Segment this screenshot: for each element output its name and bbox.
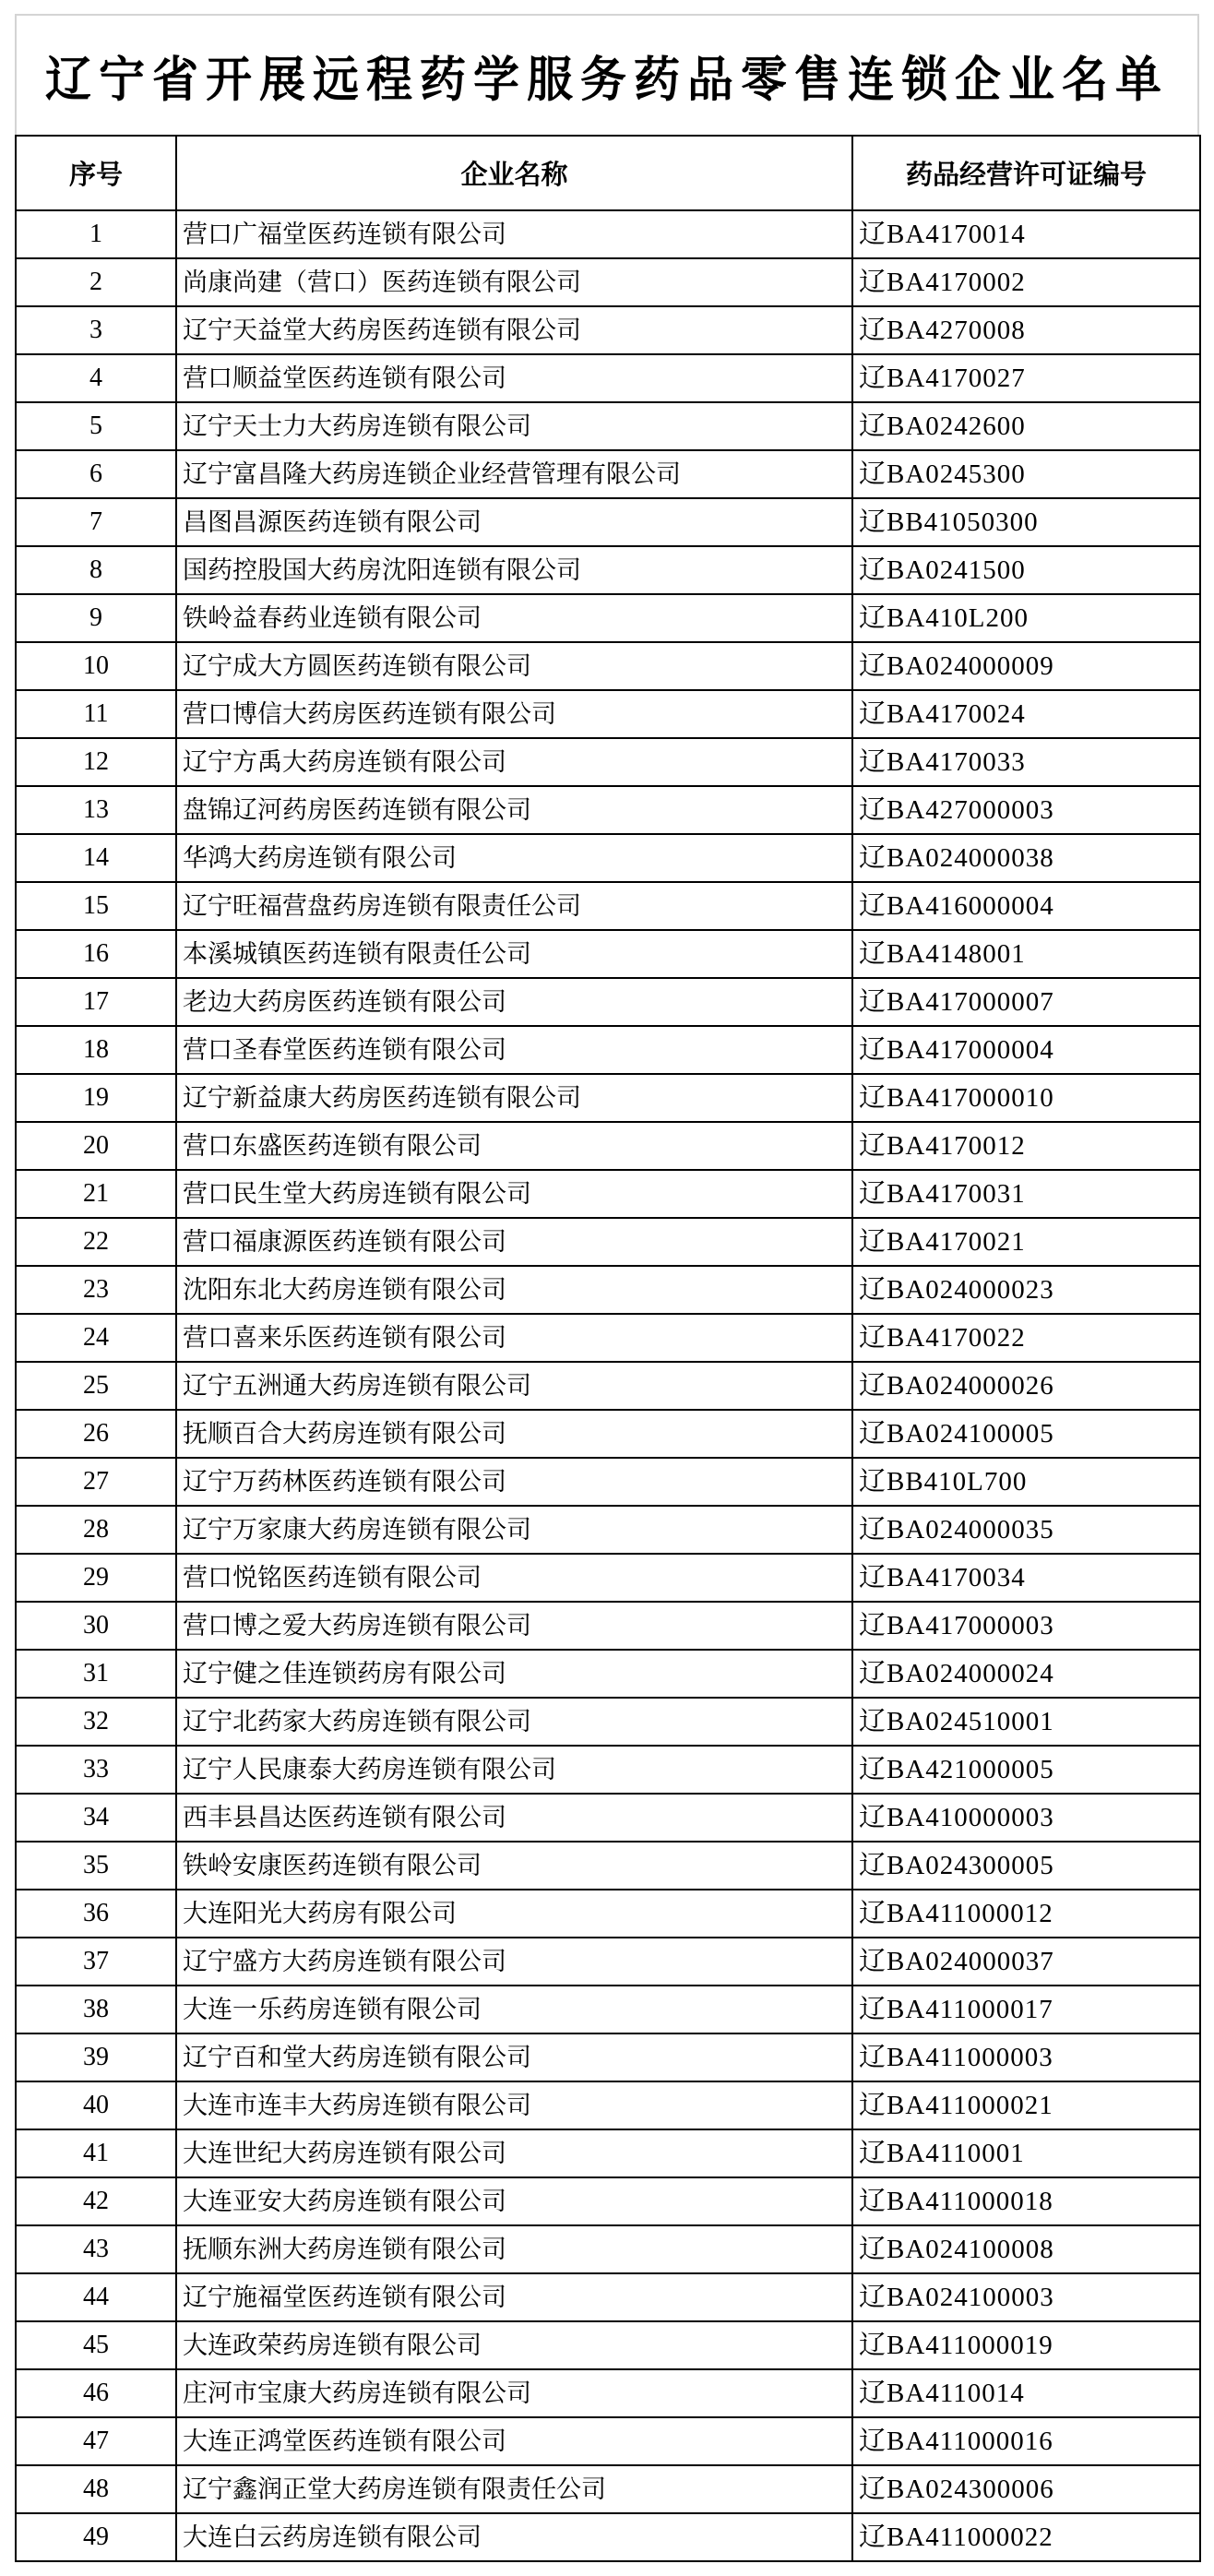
table-row (16, 2273, 1200, 2321)
column-header-index: 序号 (16, 136, 176, 210)
company-name: 辽宁五洲通大药房连锁有限公司 (176, 1362, 852, 1410)
table-row (16, 978, 1200, 1026)
table-row (16, 2033, 1200, 2081)
table-row (16, 498, 1200, 546)
row-index: 27 (16, 1458, 176, 1506)
row-index: 38 (16, 1986, 176, 2033)
license-number: 辽BA024100008 (852, 2225, 1200, 2273)
license-number: 辽BA4170024 (852, 690, 1200, 738)
row-index: 9 (16, 594, 176, 642)
row-index: 47 (16, 2417, 176, 2465)
row-index: 20 (16, 1122, 176, 1170)
license-number: 辽BA0241500 (852, 546, 1200, 594)
license-number: 辽BA4170031 (852, 1170, 1200, 1218)
row-index: 23 (16, 1266, 176, 1314)
company-name: 辽宁成大方圆医药连锁有限公司 (176, 642, 852, 690)
row-index: 10 (16, 642, 176, 690)
company-name: 大连市连丰大药房连锁有限公司 (176, 2081, 852, 2129)
table-row (16, 738, 1200, 786)
company-name: 营口福康源医药连锁有限公司 (176, 1218, 852, 1266)
row-index: 34 (16, 1794, 176, 1842)
table-row (16, 834, 1200, 882)
company-name: 辽宁新益康大药房医药连锁有限公司 (176, 1074, 852, 1122)
company-name: 大连白云药房连锁有限公司 (176, 2513, 852, 2561)
license-number: 辽BA024000009 (852, 642, 1200, 690)
company-name: 辽宁百和堂大药房连锁有限公司 (176, 2033, 852, 2081)
row-index: 6 (16, 450, 176, 498)
license-number: 辽BA410000003 (852, 1794, 1200, 1842)
license-number: 辽BA0242600 (852, 402, 1200, 450)
table-row (16, 1698, 1200, 1746)
company-name: 抚顺百合大药房连锁有限公司 (176, 1410, 852, 1458)
company-name: 辽宁北药家大药房连锁有限公司 (176, 1698, 852, 1746)
company-name: 大连世纪大药房连锁有限公司 (176, 2129, 852, 2177)
table-row (16, 1314, 1200, 1362)
company-name: 辽宁方禹大药房连锁有限公司 (176, 738, 852, 786)
company-name: 本溪城镇医药连锁有限责任公司 (176, 930, 852, 978)
table-row (16, 2417, 1200, 2465)
company-name: 辽宁旺福营盘药房连锁有限责任公司 (176, 882, 852, 930)
table-row (16, 354, 1200, 402)
row-index: 15 (16, 882, 176, 930)
company-name: 国药控股国大药房沈阳连锁有限公司 (176, 546, 852, 594)
row-index: 19 (16, 1074, 176, 1122)
table-row (16, 1218, 1200, 1266)
company-name: 辽宁健之佳连锁药房有限公司 (176, 1650, 852, 1698)
company-name: 辽宁鑫润正堂大药房连锁有限责任公司 (176, 2465, 852, 2513)
license-number: 辽BA4170002 (852, 258, 1200, 306)
page-title: 辽宁省开展远程药学服务药品零售连锁企业名单 (45, 50, 1169, 108)
company-name: 营口广福堂医药连锁有限公司 (176, 210, 852, 258)
row-index: 44 (16, 2273, 176, 2321)
row-index: 7 (16, 498, 176, 546)
table-row (16, 2225, 1200, 2273)
enterprise-table (15, 135, 1201, 2562)
table-row (16, 1602, 1200, 1650)
company-name: 老边大药房医药连锁有限公司 (176, 978, 852, 1026)
license-number: 辽BA024510001 (852, 1698, 1200, 1746)
license-number: 辽BA4170027 (852, 354, 1200, 402)
company-name: 大连一乐药房连锁有限公司 (176, 1986, 852, 2033)
row-index: 5 (16, 402, 176, 450)
row-index: 17 (16, 978, 176, 1026)
table-row (16, 1986, 1200, 2033)
table-row (16, 2513, 1200, 2561)
table-row (16, 1074, 1200, 1122)
company-name: 营口悦铭医药连锁有限公司 (176, 1554, 852, 1602)
table-row (16, 258, 1200, 306)
company-name: 昌图昌源医药连锁有限公司 (176, 498, 852, 546)
license-number: 辽BA024100003 (852, 2273, 1200, 2321)
license-number: 辽BA411000017 (852, 1986, 1200, 2033)
row-index: 35 (16, 1842, 176, 1890)
company-name: 营口顺益堂医药连锁有限公司 (176, 354, 852, 402)
table-row (16, 2369, 1200, 2417)
license-number: 辽BA024000035 (852, 1506, 1200, 1554)
row-index: 31 (16, 1650, 176, 1698)
license-number: 辽BA024100005 (852, 1410, 1200, 1458)
license-number: 辽BA416000004 (852, 882, 1200, 930)
row-index: 46 (16, 2369, 176, 2417)
table-row (16, 1362, 1200, 1410)
row-index: 29 (16, 1554, 176, 1602)
table-row (16, 1842, 1200, 1890)
table-row (16, 1410, 1200, 1458)
company-name: 辽宁万家康大药房连锁有限公司 (176, 1506, 852, 1554)
license-number: 辽BA411000022 (852, 2513, 1200, 2561)
company-name: 盘锦辽河药房医药连锁有限公司 (176, 786, 852, 834)
license-number: 辽BA024000037 (852, 1938, 1200, 1986)
license-number: 辽BA421000005 (852, 1746, 1200, 1794)
company-name: 大连政荣药房连锁有限公司 (176, 2321, 852, 2369)
license-number: 辽BA417000003 (852, 1602, 1200, 1650)
company-name: 辽宁盛方大药房连锁有限公司 (176, 1938, 852, 1986)
company-name: 辽宁施福堂医药连锁有限公司 (176, 2273, 852, 2321)
table-row (16, 1122, 1200, 1170)
table-row (16, 2177, 1200, 2225)
license-number: 辽BA4170034 (852, 1554, 1200, 1602)
company-name: 铁岭安康医药连锁有限公司 (176, 1842, 852, 1890)
row-index: 25 (16, 1362, 176, 1410)
table-row (16, 2081, 1200, 2129)
table-row (16, 642, 1200, 690)
license-number: 辽BA024000024 (852, 1650, 1200, 1698)
company-name: 营口圣春堂医药连锁有限公司 (176, 1026, 852, 1074)
row-index: 16 (16, 930, 176, 978)
table-row (16, 450, 1200, 498)
company-name: 营口东盛医药连锁有限公司 (176, 1122, 852, 1170)
table-row (16, 1890, 1200, 1938)
company-name: 西丰县昌达医药连锁有限公司 (176, 1794, 852, 1842)
row-index: 1 (16, 210, 176, 258)
license-number: 辽BA410L200 (852, 594, 1200, 642)
license-number: 辽BA4170012 (852, 1122, 1200, 1170)
table-row (16, 594, 1200, 642)
row-index: 49 (16, 2513, 176, 2561)
row-index: 45 (16, 2321, 176, 2369)
row-index: 39 (16, 2033, 176, 2081)
row-index: 42 (16, 2177, 176, 2225)
license-number: 辽BA417000007 (852, 978, 1200, 1026)
license-number: 辽BA411000018 (852, 2177, 1200, 2225)
title-area (15, 14, 1199, 135)
license-number: 辽BA024000026 (852, 1362, 1200, 1410)
company-name: 庄河市宝康大药房连锁有限公司 (176, 2369, 852, 2417)
row-index: 28 (16, 1506, 176, 1554)
row-index: 32 (16, 1698, 176, 1746)
table-row (16, 1794, 1200, 1842)
row-index: 41 (16, 2129, 176, 2177)
license-number: 辽BA417000010 (852, 1074, 1200, 1122)
table-body (16, 210, 1200, 2561)
column-header-license: 药品经营许可证编号 (852, 136, 1200, 210)
company-name: 铁岭益春药业连锁有限公司 (176, 594, 852, 642)
row-index: 14 (16, 834, 176, 882)
company-name: 抚顺东洲大药房连锁有限公司 (176, 2225, 852, 2273)
company-name: 辽宁富昌隆大药房连锁企业经营管理有限公司 (176, 450, 852, 498)
table-row (16, 1266, 1200, 1314)
table-header-row (16, 136, 1200, 210)
license-number: 辽BA411000016 (852, 2417, 1200, 2465)
row-index: 22 (16, 1218, 176, 1266)
column-header-name: 企业名称 (176, 136, 852, 210)
row-index: 30 (16, 1602, 176, 1650)
table-row (16, 1746, 1200, 1794)
row-index: 3 (16, 306, 176, 354)
table-row (16, 882, 1200, 930)
row-index: 11 (16, 690, 176, 738)
table-row (16, 1506, 1200, 1554)
table-row (16, 306, 1200, 354)
license-number: 辽BA411000021 (852, 2081, 1200, 2129)
company-name: 辽宁天士力大药房连锁有限公司 (176, 402, 852, 450)
table-row (16, 1458, 1200, 1506)
company-name: 辽宁万药林医药连锁有限公司 (176, 1458, 852, 1506)
license-number: 辽BB410L700 (852, 1458, 1200, 1506)
table-row (16, 786, 1200, 834)
document-sheet (15, 14, 1199, 2562)
company-name: 营口民生堂大药房连锁有限公司 (176, 1170, 852, 1218)
table-row (16, 1026, 1200, 1074)
license-number: 辽BA4170021 (852, 1218, 1200, 1266)
row-index: 12 (16, 738, 176, 786)
company-name: 营口喜来乐医药连锁有限公司 (176, 1314, 852, 1362)
license-number: 辽BA0245300 (852, 450, 1200, 498)
row-index: 40 (16, 2081, 176, 2129)
row-index: 4 (16, 354, 176, 402)
license-number: 辽BA411000019 (852, 2321, 1200, 2369)
table-row (16, 402, 1200, 450)
company-name: 沈阳东北大药房连锁有限公司 (176, 1266, 852, 1314)
row-index: 18 (16, 1026, 176, 1074)
table-row (16, 1554, 1200, 1602)
license-number: 辽BA4148001 (852, 930, 1200, 978)
table-row (16, 1170, 1200, 1218)
row-index: 2 (16, 258, 176, 306)
table-row (16, 210, 1200, 258)
table-row (16, 1650, 1200, 1698)
company-name: 营口博之爱大药房连锁有限公司 (176, 1602, 852, 1650)
license-number: 辽BA4170022 (852, 1314, 1200, 1362)
company-name: 华鸿大药房连锁有限公司 (176, 834, 852, 882)
table-row (16, 546, 1200, 594)
license-number: 辽BA4110001 (852, 2129, 1200, 2177)
company-name: 大连亚安大药房连锁有限公司 (176, 2177, 852, 2225)
company-name: 营口博信大药房医药连锁有限公司 (176, 690, 852, 738)
row-index: 26 (16, 1410, 176, 1458)
company-name: 辽宁人民康泰大药房连锁有限公司 (176, 1746, 852, 1794)
row-index: 48 (16, 2465, 176, 2513)
table-row (16, 1938, 1200, 1986)
row-index: 24 (16, 1314, 176, 1362)
row-index: 21 (16, 1170, 176, 1218)
license-number: 辽BA024300005 (852, 1842, 1200, 1890)
company-name: 辽宁天益堂大药房医药连锁有限公司 (176, 306, 852, 354)
table-row (16, 690, 1200, 738)
license-number: 辽BA411000012 (852, 1890, 1200, 1938)
license-number: 辽BA411000003 (852, 2033, 1200, 2081)
license-number: 辽BA4110014 (852, 2369, 1200, 2417)
row-index: 37 (16, 1938, 176, 1986)
table-row (16, 930, 1200, 978)
license-number: 辽BB41050300 (852, 498, 1200, 546)
table-row (16, 2129, 1200, 2177)
license-number: 辽BA024300006 (852, 2465, 1200, 2513)
row-index: 33 (16, 1746, 176, 1794)
company-name: 尚康尚建（营口）医药连锁有限公司 (176, 258, 852, 306)
table-row (16, 2321, 1200, 2369)
license-number: 辽BA024000023 (852, 1266, 1200, 1314)
company-name: 大连阳光大药房有限公司 (176, 1890, 852, 1938)
license-number: 辽BA4270008 (852, 306, 1200, 354)
row-index: 36 (16, 1890, 176, 1938)
license-number: 辽BA4170033 (852, 738, 1200, 786)
company-name: 大连正鸿堂医药连锁有限公司 (176, 2417, 852, 2465)
row-index: 43 (16, 2225, 176, 2273)
license-number: 辽BA4170014 (852, 210, 1200, 258)
license-number: 辽BA427000003 (852, 786, 1200, 834)
row-index: 13 (16, 786, 176, 834)
license-number: 辽BA024000038 (852, 834, 1200, 882)
row-index: 8 (16, 546, 176, 594)
license-number: 辽BA417000004 (852, 1026, 1200, 1074)
table-row (16, 2465, 1200, 2513)
